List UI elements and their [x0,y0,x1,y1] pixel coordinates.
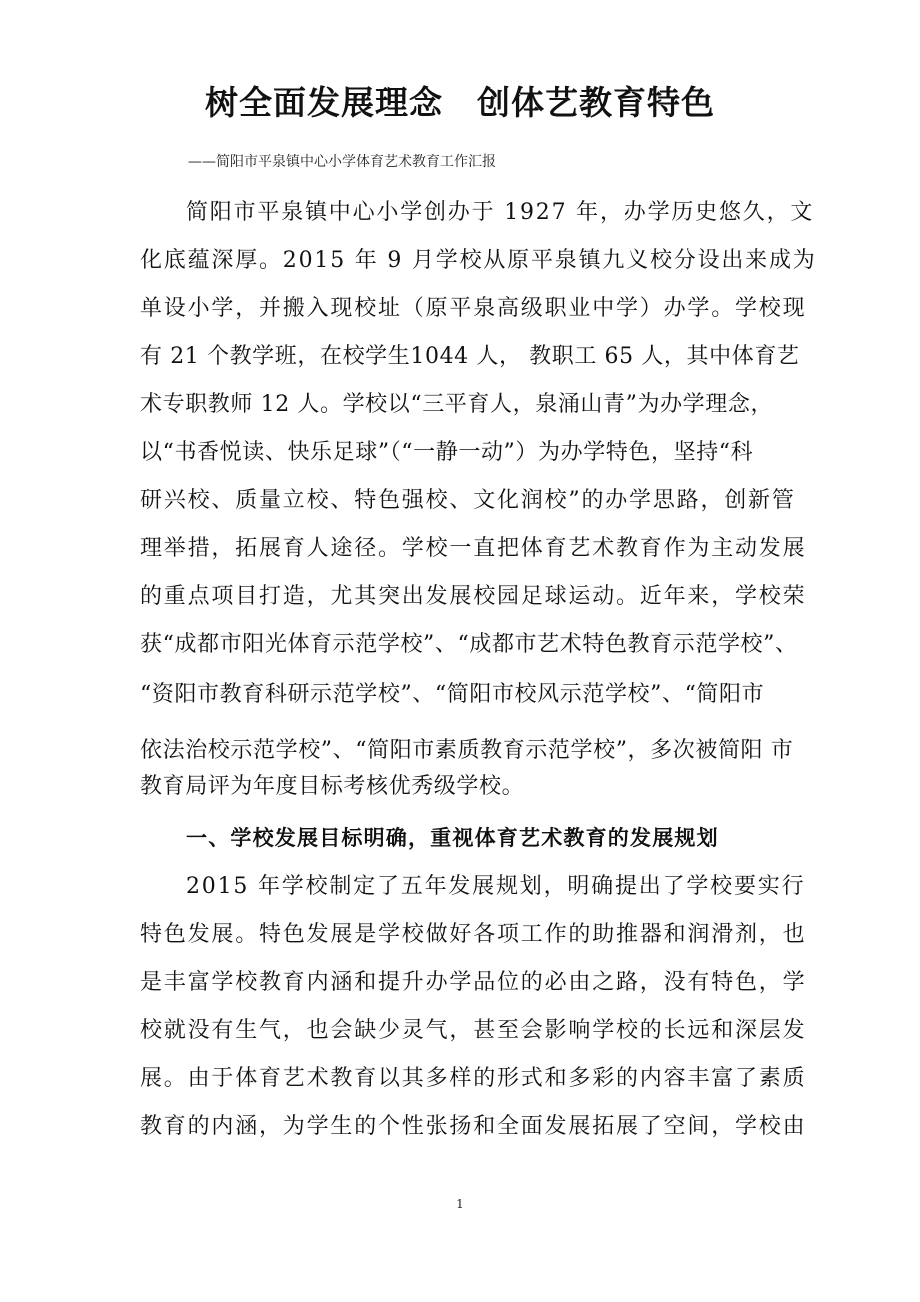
page-subtitle: ——简阳市平泉镇中心小学体育艺术教育工作汇报 [188,154,496,170]
page-title: 树全面发展理念 创体艺教育特色 [205,83,715,122]
paragraph-line: 2015 年学校制定了五年发展规划，明确提出了学校要实行 [186,874,806,899]
paragraph-line: 获“成都市阳光体育示范学校”、“成都市艺术特色教育示范学校”、 [140,632,798,657]
paragraph-line: 以“书香悦读、快乐足球”（“一静一动”）为办学特色，坚持“科 [140,440,754,465]
paragraph-line: 展。由于体育艺术教育以其多样的形式和多彩的内容丰富了素质 [140,1066,807,1091]
paragraph-line: 研兴校、质量立校、特色强校、文化润校”的办学思路，创新管 [140,488,796,513]
paragraph-line: 化底蕴深厚。2015 年 9 月学校从原平泉镇九义校分设出来成为 [140,248,817,273]
paragraph-line: 有 21 个教学班，在校学生1044 人， 教职工 65 人，其中体育艺 [140,344,800,369]
paragraph-line: 单设小学，并搬入现校址（原平泉高级职业中学）办学。学校现 [140,296,807,321]
paragraph-line: 是丰富学校教育内涵和提升办学品位的必由之路，没有特色，学 [140,970,807,995]
page-number: 1 [456,1197,464,1211]
paragraph-line: 的重点项目打造，尤其突出发展校园足球运动。近年来，学校荣 [140,584,807,609]
section-heading: 一、学校发展目标明确，重视体育艺术教育的发展规划 [186,826,719,850]
paragraph-line: 术专职教师 12 人。学校以“三平育人，泉涌山青”为办学理念， [140,392,774,417]
paragraph-line: 教育的内涵，为学生的个性张扬和全面发展拓展了空间，学校由 [140,1114,807,1139]
paragraph-line: 依法治校示范学校”、“简阳市素质教育示范学校”，多次被简阳 市 [140,738,794,763]
paragraph-line: 理举措，拓展育人途径。学校一直把体育艺术教育作为主动发展 [140,536,807,561]
paragraph-line: 特色发展。特色发展是学校做好各项工作的助推器和润滑剂，也 [140,922,807,947]
paragraph-line: 简阳市平泉镇中心小学创办于 1927 年，办学历史悠久，文 [186,200,815,225]
paragraph-line: “资阳市教育科研示范学校”、“简阳市校风示范学校”、“简阳市 [140,682,765,707]
paragraph-line: 校就没有生气，也会缺少灵气，甚至会影响学校的长远和深层发 [140,1018,807,1043]
paragraph-line: 教育局评为年度目标考核优秀级学校。 [140,774,525,799]
